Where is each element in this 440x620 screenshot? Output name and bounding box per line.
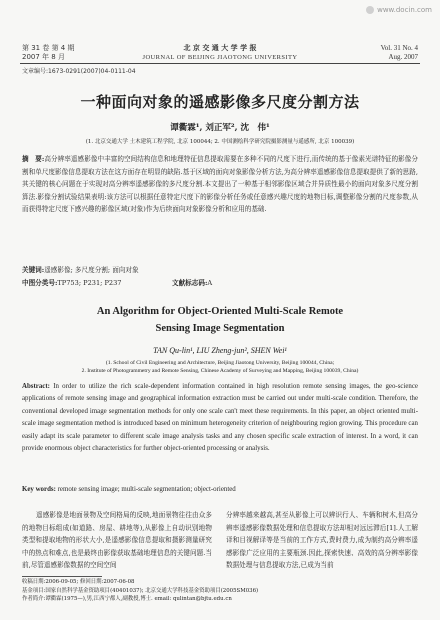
footnote-funding: 基金项目:国家自然科学基金资助项目(40401037); 北京交通大学科技基金资助项目(2005SM036) xyxy=(22,587,259,594)
footnote-author: 作者简介:谭衢霖(1975—),男,江西宁都人,副教授,博士. email: qulintan@bjtu.edu.cn xyxy=(22,596,232,602)
abstract-cn-text: 高分辨率遥感影像中丰富的空间结构信息和地理特征信息提取需要在多种不同的尺度下进行,而传统的基于像素光谱特征的影像分割和单尺度影像信息提取方法在这方面存在明显的缺陷.基于区域的面向对象影像分析方法,为高分辨率遥感影像信息提取提供了新的思路,其关键的核心问题在于实现对高分辨率遥感影像的多尺度分割.本文提出了一种基于相邻影像区域合并异质性最小的面向对象多尺度分割算法.影像分割试验结果表明:该方法可以根据任意特定尺度下的影像分析任务或任意感兴趣尺度的地物目标,调整影像分割的尺度参数,从而获得特定尺度下感兴趣的影像区域(对象)作为后续面向对象影像分析和应用的基础. xyxy=(22,155,419,213)
docin-watermark xyxy=(366,6,432,14)
authors-en: TAN Qu-lin¹, LIU Zheng-jun², SHEN Wei¹ xyxy=(153,346,287,355)
keywords-en-text: remote sensing image; multi-scale segmentation; object-oriented xyxy=(57,486,236,493)
title-en-line-2: Sensing Image Segmentation xyxy=(155,323,285,334)
header-vol-cn: 第 31 卷 第 4 期 xyxy=(22,44,75,52)
affiliation-en-2: 2. Institute of Photogrammetry and Remote Sensing, Chinese Academy of Surveying and Mapping, Beijing 100039, China) xyxy=(81,368,359,374)
article-number: 文章编号:1673-0291(2007)04-0111-04 xyxy=(22,68,136,75)
clc-value: TP753; P231; P237 xyxy=(57,279,122,287)
header-date-cn: 2007 年 8 月 xyxy=(22,53,65,61)
header-rule xyxy=(20,63,420,64)
watermark-text: www.docin.com xyxy=(377,6,432,14)
clc-label: 中图分类号: xyxy=(22,279,58,287)
title-cn: 一种面向对象的遥感影像多尺度分割方法 xyxy=(80,93,360,111)
keywords-cn xyxy=(22,264,418,277)
footnote-received: 收稿日期:2006-09-05; 修回日期:2007-06-08 xyxy=(22,579,135,585)
doc-code xyxy=(172,277,212,290)
keywords-cn-label: 关键词: xyxy=(22,266,45,274)
abstract-en-label: Abstract: xyxy=(22,383,50,390)
keywords-en xyxy=(22,484,418,497)
footnote xyxy=(22,578,418,604)
body-column-right: 分辨率越来越高,甚至从影像上可以辨识行人、车辆和树木,但高分辨率遥感影像数据处理和信息提取方法却相对远远滞后[1].人工解译和目视解译等是当前的工作方式,费时费力,成为制约高分辨率遥感影像广泛应用的主要瓶颈.因此,探索快速、高效的高分辨率影像数据处理与信息提取方法,已成为当前 xyxy=(226,511,418,569)
abstract-cn-label: 摘 要: xyxy=(22,155,45,163)
authors-cn: 谭衢霖¹, 刘正军², 沈 伟¹ xyxy=(170,123,270,133)
abstract-en xyxy=(22,381,418,455)
doc-code-value: A xyxy=(207,279,213,287)
body-column-left: 遥感影像是地面景物及空间格局的反映,地面景物往往由众多的地物目标组成(如道路、房屋、耕地等),从影像上自动识别地物类型和提取地物的形状大小,是遥感影像信息提取和摄影测量研究中的热点和难点,也是最终由影像获取基础地理信息的关键问题.当前,尽管遥感影像数据的空间空间 xyxy=(22,511,212,569)
affiliation-en-1: (1. School of Civil Engineering and Architecture, Beijing Jiaotong University, Beijing 100044, China; xyxy=(105,360,335,366)
title-en-line-1: An Algorithm for Object-Oriented Multi-Scale Remote xyxy=(96,306,344,317)
abstract-cn xyxy=(22,153,418,216)
header-date-en: Aug. 2007 xyxy=(388,53,418,61)
affiliation-cn: (1. 北京交通大学 土木建筑工程学院, 北京 100044; 2. 中国测绘科学研究院摄影测量与遥感所, 北京 100039) xyxy=(85,139,355,145)
clc-number xyxy=(22,277,122,290)
header-journal-en: JOURNAL OF BEIJING JIAOTONG UNIVERSITY xyxy=(142,54,298,61)
header-vol-en: Vol. 31 No. 4 xyxy=(380,44,418,52)
docin-logo-icon xyxy=(366,6,374,14)
abstract-en-text: In order to utilize the rich scale-dependent information contained in high resolution remote sensing images, the geo-science applications of remote sensing image and geographical information extraction must be carried out under multi-scale condition. Therefore, the conventional developed image segmentation methods for only one scale can't meet these requirements. In this paper, an object oriented multi-scale image segmentation method is introduced based on minimum heterogeneity criterion of neighbouring region growing. This procedure can easily adapt its scale parameter to different scale image analysis tasks and any chosen specific scale extraction of interest. In a word, it can provide enormous object characteristics for further object-oriented processing or analysis. xyxy=(22,383,418,453)
keywords-cn-text: 遥感影像; 多尺度分割; 面向对象 xyxy=(44,266,139,274)
header-journal-cn: 北 京 交 通 大 学 学 报 xyxy=(183,44,257,52)
doc-code-label: 文献标志码: xyxy=(172,279,208,287)
footnote-rule xyxy=(22,576,102,577)
keywords-en-label: Key words: xyxy=(22,486,56,493)
